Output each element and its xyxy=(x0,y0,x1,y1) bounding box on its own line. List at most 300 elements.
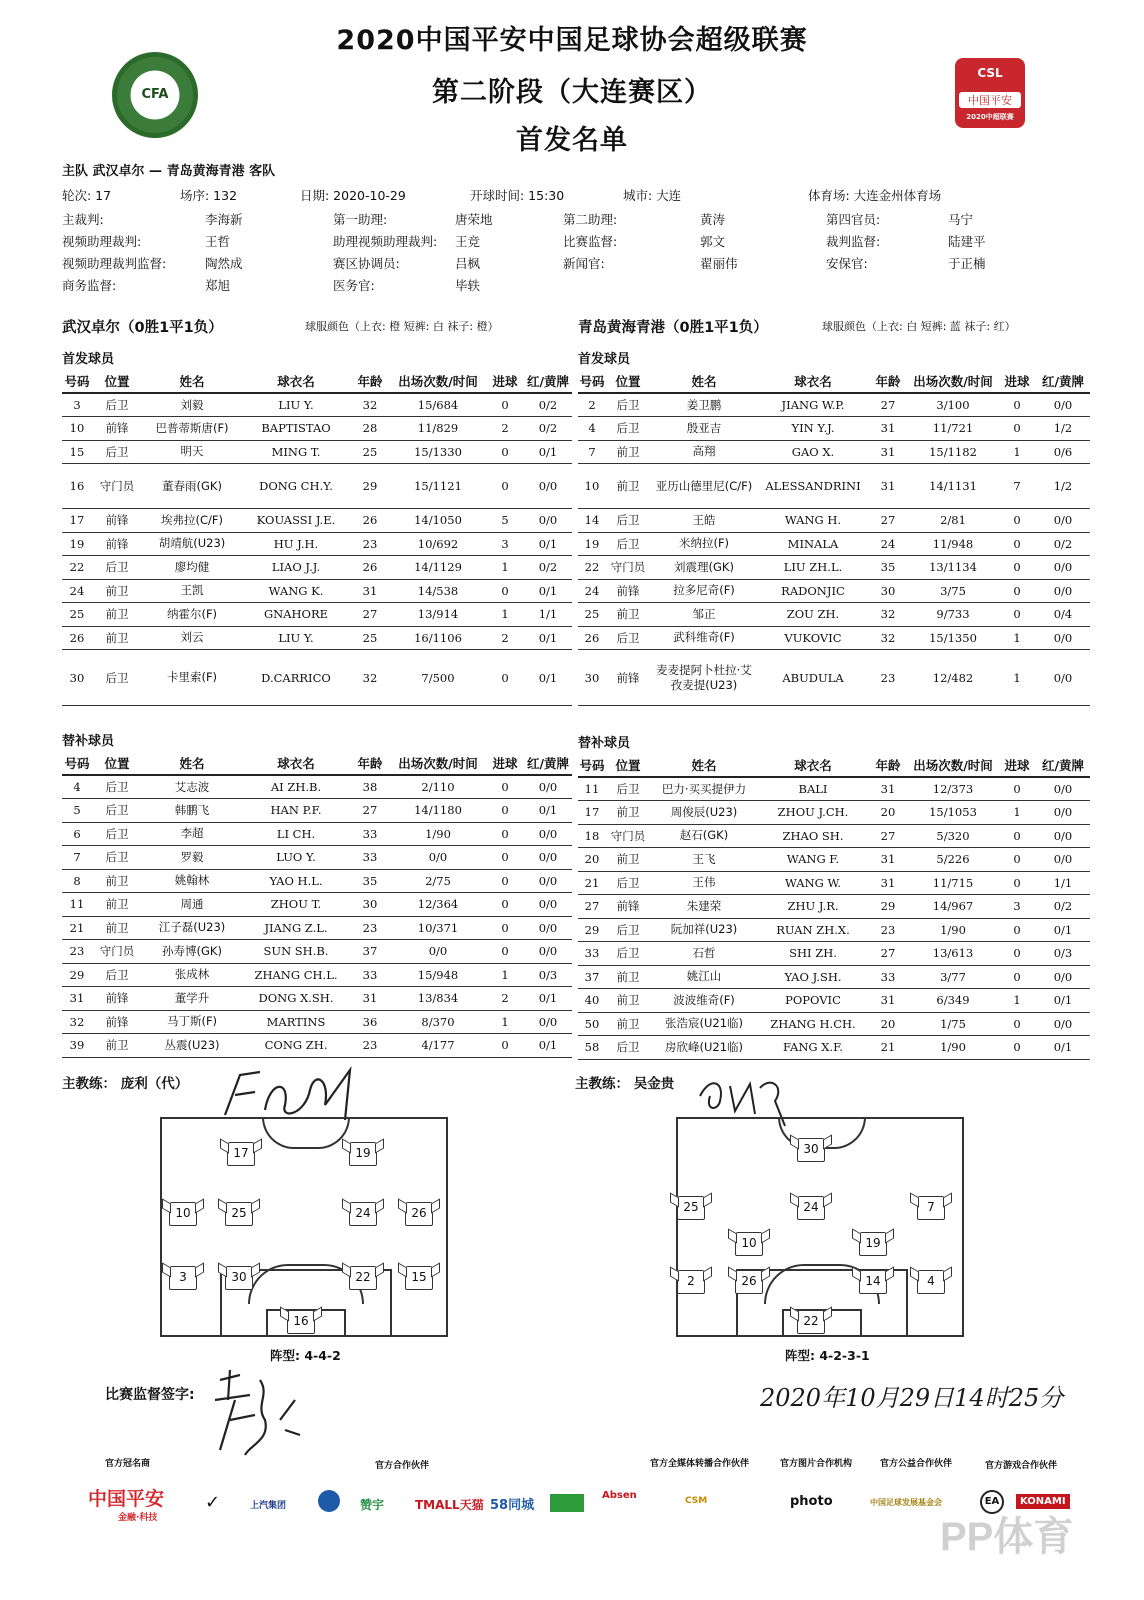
cards-cell: 1/1 xyxy=(524,603,572,627)
player-name-cell: 丛震(U23) xyxy=(142,1034,242,1058)
apps-minutes-cell: 14/1050 xyxy=(390,509,486,533)
shirt-name-cell: BAPTISTAO xyxy=(242,417,350,441)
shirt-name-cell: BALI xyxy=(758,777,868,801)
cards-cell: 0/3 xyxy=(1036,942,1090,966)
goals-cell: 0 xyxy=(486,869,524,893)
player-shirt-icon: 10 xyxy=(735,1232,763,1256)
player-name-cell: 巴普蒂斯唐(F) xyxy=(142,417,242,441)
number-cell: 39 xyxy=(62,1034,92,1058)
table-row xyxy=(578,650,1090,706)
player-name-cell: 阮加祥(U23) xyxy=(650,918,758,942)
column-header: 位置 xyxy=(92,752,142,775)
apps-minutes-cell: 10/371 xyxy=(390,916,486,940)
apps-minutes-cell: 7/500 xyxy=(390,650,486,706)
table-row xyxy=(62,1010,572,1034)
konami-logo: KONAMI xyxy=(1016,1494,1070,1509)
stadium: 体育场: 大连金州体育场 xyxy=(808,188,942,203)
table-row xyxy=(62,509,572,533)
apps-minutes-cell: 11/715 xyxy=(908,871,998,895)
player-shirt-icon: 30 xyxy=(225,1266,253,1290)
table-row xyxy=(62,775,572,799)
age-cell: 32 xyxy=(868,603,908,627)
cards-cell: 1/1 xyxy=(1036,871,1090,895)
official-name: 郭文 xyxy=(700,234,726,249)
number-cell: 50 xyxy=(578,1012,606,1036)
player-shirt-icon: 26 xyxy=(405,1202,433,1226)
position-cell: 前锋 xyxy=(92,1010,142,1034)
apps-minutes-cell: 4/177 xyxy=(390,1034,486,1058)
player-shirt-icon: 24 xyxy=(797,1196,825,1220)
age-cell: 23 xyxy=(350,532,390,556)
shirt-name-cell: ALESSANDRINI xyxy=(758,464,868,509)
official-role: 安保官: xyxy=(826,256,868,271)
column-header: 姓名 xyxy=(142,752,242,775)
table-row xyxy=(578,393,1090,417)
shirt-name-cell: YAO J.SH. xyxy=(758,965,868,989)
player-name-cell: 石哲 xyxy=(650,942,758,966)
column-header: 年龄 xyxy=(868,754,908,777)
goals-cell: 0 xyxy=(486,650,524,706)
official-name: 王竞 xyxy=(455,234,481,249)
apps-minutes-cell: 14/538 xyxy=(390,579,486,603)
home-formation: 阵型: 4-4-2 xyxy=(270,1348,341,1363)
apps-minutes-cell: 12/482 xyxy=(908,650,998,706)
number-cell: 30 xyxy=(578,650,606,706)
position-cell: 后卫 xyxy=(606,871,650,895)
age-cell: 21 xyxy=(868,1036,908,1060)
goals-cell: 5 xyxy=(486,509,524,533)
csm-logo: CSM xyxy=(685,1496,708,1506)
cards-cell: 0/2 xyxy=(524,417,572,441)
home-starters-table xyxy=(62,370,572,706)
goals-cell: 3 xyxy=(998,895,1036,919)
player-name-cell: 米纳拉(F) xyxy=(650,532,758,556)
number-cell: 21 xyxy=(62,916,92,940)
apps-minutes-cell: 15/1053 xyxy=(908,801,998,825)
cards-cell: 0/0 xyxy=(524,509,572,533)
player-shirt-icon: 25 xyxy=(225,1202,253,1226)
cards-cell: 0/0 xyxy=(1036,824,1090,848)
player-name-cell: 武科维奇(F) xyxy=(650,626,758,650)
table-row xyxy=(578,532,1090,556)
table-row xyxy=(62,869,572,893)
age-cell: 27 xyxy=(868,942,908,966)
player-name-cell: 王凯 xyxy=(142,579,242,603)
table-row xyxy=(578,989,1090,1013)
shirt-name-cell: KOUASSI J.E. xyxy=(242,509,350,533)
position-cell: 前锋 xyxy=(92,987,142,1011)
age-cell: 27 xyxy=(350,603,390,627)
shirt-name-cell: DONG CH.Y. xyxy=(242,464,350,509)
number-cell: 26 xyxy=(578,626,606,650)
position-cell: 前锋 xyxy=(92,417,142,441)
player-name-cell: 姚江山 xyxy=(650,965,758,989)
player-shirt-icon: 4 xyxy=(917,1270,945,1294)
table-row xyxy=(62,1034,572,1058)
cards-cell: 0/1 xyxy=(1036,1036,1090,1060)
shirt-name-cell: WANG K. xyxy=(242,579,350,603)
match-number: 场序: 132 xyxy=(180,188,238,203)
apps-minutes-cell: 1/90 xyxy=(908,918,998,942)
goals-cell: 1 xyxy=(998,989,1036,1013)
apps-minutes-cell: 1/90 xyxy=(390,822,486,846)
player-name-cell: 胡靖航(U23) xyxy=(142,532,242,556)
goals-cell: 0 xyxy=(486,893,524,917)
player-name-cell: 艾志波 xyxy=(142,775,242,799)
position-cell: 守门员 xyxy=(92,940,142,964)
table-row xyxy=(578,509,1090,533)
cards-cell: 0/2 xyxy=(1036,895,1090,919)
goals-cell: 0 xyxy=(486,940,524,964)
position-cell: 前卫 xyxy=(92,579,142,603)
column-header: 出场次数/时间 xyxy=(390,752,486,775)
cards-cell: 0/0 xyxy=(1036,579,1090,603)
goals-cell: 0 xyxy=(998,509,1036,533)
age-cell: 25 xyxy=(350,440,390,464)
table-row xyxy=(62,393,572,417)
cards-cell: 0/0 xyxy=(524,1010,572,1034)
age-cell: 31 xyxy=(868,871,908,895)
home-subs-table xyxy=(62,752,572,1058)
number-cell: 10 xyxy=(578,464,606,509)
player-shirt-icon: 7 xyxy=(917,1196,945,1220)
table-row xyxy=(578,918,1090,942)
shirt-name-cell: HAN P.F. xyxy=(242,799,350,823)
number-cell: 17 xyxy=(578,801,606,825)
position-cell: 前卫 xyxy=(92,893,142,917)
column-header: 年龄 xyxy=(868,370,908,393)
age-cell: 26 xyxy=(350,556,390,580)
number-cell: 25 xyxy=(62,603,92,627)
center-circle-arc xyxy=(262,1117,350,1149)
cards-cell: 0/2 xyxy=(524,393,572,417)
number-cell: 37 xyxy=(578,965,606,989)
cards-cell: 0/1 xyxy=(524,626,572,650)
number-cell: 33 xyxy=(578,942,606,966)
58-logo: 58同城 xyxy=(490,1498,535,1513)
cards-cell: 0/0 xyxy=(524,893,572,917)
position-cell: 后卫 xyxy=(92,775,142,799)
apps-minutes-cell: 10/692 xyxy=(390,532,486,556)
position-cell: 前卫 xyxy=(606,464,650,509)
player-name-cell: 张浩宸(U21临) xyxy=(650,1012,758,1036)
goals-cell: 0 xyxy=(998,871,1036,895)
goals-cell: 1 xyxy=(998,626,1036,650)
player-name-cell: 姚翰林 xyxy=(142,869,242,893)
cards-cell: 0/0 xyxy=(524,940,572,964)
column-header: 出场次数/时间 xyxy=(908,754,998,777)
shirt-name-cell: POPOVIC xyxy=(758,989,868,1013)
player-shirt-icon: 19 xyxy=(349,1142,377,1166)
player-name-cell: 亚历山德里尼(C/F) xyxy=(650,464,758,509)
number-cell: 27 xyxy=(578,895,606,919)
number-cell: 11 xyxy=(62,893,92,917)
away-team-name: 青岛黄海青港（0胜1平1负） xyxy=(578,320,768,336)
shirt-name-cell: D.CARRICO xyxy=(242,650,350,706)
cards-cell: 0/3 xyxy=(524,963,572,987)
away-subs-table xyxy=(578,754,1090,1060)
cards-cell: 0/0 xyxy=(1036,1012,1090,1036)
age-cell: 27 xyxy=(868,393,908,417)
player-shirt-icon: 16 xyxy=(287,1310,315,1334)
column-header: 号码 xyxy=(578,754,606,777)
home-starters-label: 首发球员 xyxy=(62,352,115,367)
number-cell: 19 xyxy=(62,532,92,556)
number-cell: 3 xyxy=(62,393,92,417)
goals-cell: 0 xyxy=(998,417,1036,441)
number-cell: 5 xyxy=(62,799,92,823)
official-role: 比赛监督: xyxy=(563,234,618,249)
apps-minutes-cell: 15/1350 xyxy=(908,626,998,650)
goals-cell: 1 xyxy=(998,440,1036,464)
round: 轮次: 17 xyxy=(62,188,112,203)
doc-title-line3: 首发名单 xyxy=(516,125,628,156)
position-cell: 前卫 xyxy=(92,603,142,627)
shirt-name-cell: SHI ZH. xyxy=(758,942,868,966)
cards-cell: 0/4 xyxy=(1036,603,1090,627)
player-shirt-icon: 22 xyxy=(797,1310,825,1334)
table-row xyxy=(578,895,1090,919)
position-cell: 后卫 xyxy=(92,963,142,987)
zanyu-logo: 赞宇 xyxy=(360,1498,385,1512)
sponsor-circle-logo xyxy=(318,1490,340,1512)
goals-cell: 0 xyxy=(998,556,1036,580)
position-cell: 后卫 xyxy=(92,650,142,706)
cards-cell: 0/1 xyxy=(524,532,572,556)
age-cell: 20 xyxy=(868,1012,908,1036)
column-header: 球衣名 xyxy=(242,370,350,393)
position-cell: 后卫 xyxy=(606,942,650,966)
position-cell: 前卫 xyxy=(92,916,142,940)
kickoff-time: 开球时间: 15:30 xyxy=(470,188,565,203)
official-role: 主裁判: xyxy=(62,212,104,227)
column-header: 红/黄牌 xyxy=(1036,754,1090,777)
shirt-name-cell: GNAHORE xyxy=(242,603,350,627)
age-cell: 27 xyxy=(350,799,390,823)
apps-minutes-cell: 2/110 xyxy=(390,775,486,799)
shirt-name-cell: CONG ZH. xyxy=(242,1034,350,1058)
age-cell: 31 xyxy=(350,579,390,603)
nike-logo: ✓ xyxy=(205,1492,221,1513)
age-cell: 32 xyxy=(868,626,908,650)
shirt-name-cell: LIU Y. xyxy=(242,393,350,417)
column-header: 位置 xyxy=(606,754,650,777)
age-cell: 37 xyxy=(350,940,390,964)
match-date: 日期: 2020-10-29 xyxy=(300,188,406,203)
official-role: 第二助理: xyxy=(563,212,618,227)
apps-minutes-cell: 1/90 xyxy=(908,1036,998,1060)
number-cell: 16 xyxy=(62,464,92,509)
shirt-name-cell: LIU Y. xyxy=(242,626,350,650)
apps-minutes-cell: 15/684 xyxy=(390,393,486,417)
cards-cell: 0/0 xyxy=(1036,556,1090,580)
column-header: 姓名 xyxy=(650,754,758,777)
official-role: 视频助理裁判: xyxy=(62,234,142,249)
number-cell: 17 xyxy=(62,509,92,533)
cards-cell: 0/1 xyxy=(524,650,572,706)
shirt-name-cell: YAO H.L. xyxy=(242,869,350,893)
column-header: 号码 xyxy=(62,370,92,393)
official-name: 毕轶 xyxy=(455,278,481,293)
shirt-name-cell: ZHOU T. xyxy=(242,893,350,917)
shirt-name-cell: ZHOU J.CH. xyxy=(758,801,868,825)
age-cell: 27 xyxy=(868,824,908,848)
apps-minutes-cell: 13/613 xyxy=(908,942,998,966)
shirt-name-cell: ZHAO SH. xyxy=(758,824,868,848)
player-name-cell: 张成林 xyxy=(142,963,242,987)
player-name-cell: 殷亚吉 xyxy=(650,417,758,441)
cards-cell: 0/0 xyxy=(1036,393,1090,417)
table-row xyxy=(62,799,572,823)
position-cell: 后卫 xyxy=(92,846,142,870)
column-header: 位置 xyxy=(606,370,650,393)
table-row xyxy=(62,846,572,870)
table-row xyxy=(62,822,572,846)
player-name-cell: 马丁斯(F) xyxy=(142,1010,242,1034)
table-row xyxy=(578,848,1090,872)
supervisor-signature xyxy=(200,1360,320,1460)
official-role: 视频助理裁判监督: xyxy=(62,256,167,271)
apps-minutes-cell: 13/914 xyxy=(390,603,486,627)
table-row xyxy=(578,417,1090,441)
player-shirt-icon: 24 xyxy=(349,1202,377,1226)
number-cell: 29 xyxy=(62,963,92,987)
position-cell: 前锋 xyxy=(92,509,142,533)
age-cell: 32 xyxy=(350,650,390,706)
cards-cell: 0/1 xyxy=(524,440,572,464)
shirt-name-cell: WANG W. xyxy=(758,871,868,895)
column-header: 年龄 xyxy=(350,752,390,775)
player-shirt-icon: 25 xyxy=(677,1196,705,1220)
shirt-name-cell: MARTINS xyxy=(242,1010,350,1034)
position-cell: 后卫 xyxy=(92,822,142,846)
shirt-name-cell: SUN SH.B. xyxy=(242,940,350,964)
age-cell: 23 xyxy=(868,650,908,706)
cards-cell: 0/0 xyxy=(1036,777,1090,801)
position-cell: 前卫 xyxy=(606,603,650,627)
number-cell: 40 xyxy=(578,989,606,1013)
shirt-name-cell: MINALA xyxy=(758,532,868,556)
age-cell: 30 xyxy=(350,893,390,917)
column-header: 红/黄牌 xyxy=(1036,370,1090,393)
age-cell: 25 xyxy=(350,626,390,650)
player-name-cell: 罗毅 xyxy=(142,846,242,870)
player-shirt-icon: 26 xyxy=(735,1270,763,1294)
position-cell: 前卫 xyxy=(606,989,650,1013)
column-header: 进球 xyxy=(486,752,524,775)
position-cell: 前卫 xyxy=(606,440,650,464)
goals-cell: 0 xyxy=(998,942,1036,966)
goals-cell: 0 xyxy=(998,824,1036,848)
player-shirt-icon: 3 xyxy=(169,1266,197,1290)
column-header: 号码 xyxy=(62,752,92,775)
goals-cell: 1 xyxy=(486,556,524,580)
watermark: PP体育 xyxy=(940,1515,1074,1559)
player-name-cell: 波波维奇(F) xyxy=(650,989,758,1013)
official-name: 于正楠 xyxy=(948,256,986,271)
shirt-name-cell: RUAN ZH.X. xyxy=(758,918,868,942)
number-cell: 4 xyxy=(578,417,606,441)
player-shirt-icon: 15 xyxy=(405,1266,433,1290)
age-cell: 23 xyxy=(350,916,390,940)
goals-cell: 1 xyxy=(998,650,1036,706)
city: 城市: 大连 xyxy=(623,188,682,203)
age-cell: 33 xyxy=(868,965,908,989)
away-starters-table xyxy=(578,370,1090,706)
player-name-cell: 廖均健 xyxy=(142,556,242,580)
player-shirt-icon: 2 xyxy=(677,1270,705,1294)
goals-cell: 0 xyxy=(486,799,524,823)
player-name-cell: 王伟 xyxy=(650,871,758,895)
table-row xyxy=(578,1012,1090,1036)
column-header: 姓名 xyxy=(650,370,758,393)
table-row xyxy=(62,556,572,580)
table-row xyxy=(578,556,1090,580)
goals-cell: 1 xyxy=(486,603,524,627)
saic-logo: 上汽集团 xyxy=(250,1501,287,1511)
goals-cell: 0 xyxy=(998,1036,1036,1060)
away-formation: 阵型: 4-2-3-1 xyxy=(785,1348,870,1363)
goals-cell: 0 xyxy=(486,846,524,870)
age-cell: 29 xyxy=(350,464,390,509)
column-header: 球衣名 xyxy=(758,370,868,393)
away-starters-label: 首发球员 xyxy=(578,352,631,367)
official-name: 翟丽伟 xyxy=(700,256,738,271)
shirt-name-cell: LI CH. xyxy=(242,822,350,846)
position-cell: 前卫 xyxy=(92,626,142,650)
shirt-name-cell: ZHANG H.CH. xyxy=(758,1012,868,1036)
column-header: 位置 xyxy=(92,370,142,393)
cards-cell: 0/0 xyxy=(524,869,572,893)
cards-cell: 0/1 xyxy=(524,987,572,1011)
position-cell: 后卫 xyxy=(92,556,142,580)
table-row xyxy=(62,464,572,509)
partners-label: 官方合作伙伴 xyxy=(375,1461,430,1471)
table-row xyxy=(578,464,1090,509)
apps-minutes-cell: 2/75 xyxy=(390,869,486,893)
column-header: 姓名 xyxy=(142,370,242,393)
tmall-logo: TMALL天猫 xyxy=(415,1498,484,1512)
apps-minutes-cell: 14/1129 xyxy=(390,556,486,580)
cards-cell: 0/1 xyxy=(1036,989,1090,1013)
position-cell: 前卫 xyxy=(606,848,650,872)
goals-cell: 2 xyxy=(486,987,524,1011)
position-cell: 前锋 xyxy=(606,895,650,919)
goals-cell: 0 xyxy=(486,775,524,799)
age-cell: 31 xyxy=(868,464,908,509)
age-cell: 38 xyxy=(350,775,390,799)
pingan-tagline: 金融·科技 xyxy=(118,1513,158,1523)
age-cell: 23 xyxy=(350,1034,390,1058)
player-shirt-icon: 14 xyxy=(859,1270,887,1294)
cards-cell: 0/0 xyxy=(1036,650,1090,706)
apps-minutes-cell: 2/81 xyxy=(908,509,998,533)
cards-cell: 0/0 xyxy=(1036,848,1090,872)
player-shirt-icon: 19 xyxy=(859,1232,887,1256)
age-cell: 31 xyxy=(868,989,908,1013)
player-shirt-icon: 30 xyxy=(797,1138,825,1162)
official-name: 郑旭 xyxy=(205,278,231,293)
player-shirt-icon: 17 xyxy=(227,1142,255,1166)
position-cell: 前锋 xyxy=(606,579,650,603)
shirt-name-cell: LUO Y. xyxy=(242,846,350,870)
player-name-cell: 卡里索(F) xyxy=(142,650,242,706)
table-row xyxy=(578,626,1090,650)
home-subs-label: 替补球员 xyxy=(62,734,115,749)
player-name-cell: 韩鹏飞 xyxy=(142,799,242,823)
number-cell: 6 xyxy=(62,822,92,846)
table-row xyxy=(578,942,1090,966)
